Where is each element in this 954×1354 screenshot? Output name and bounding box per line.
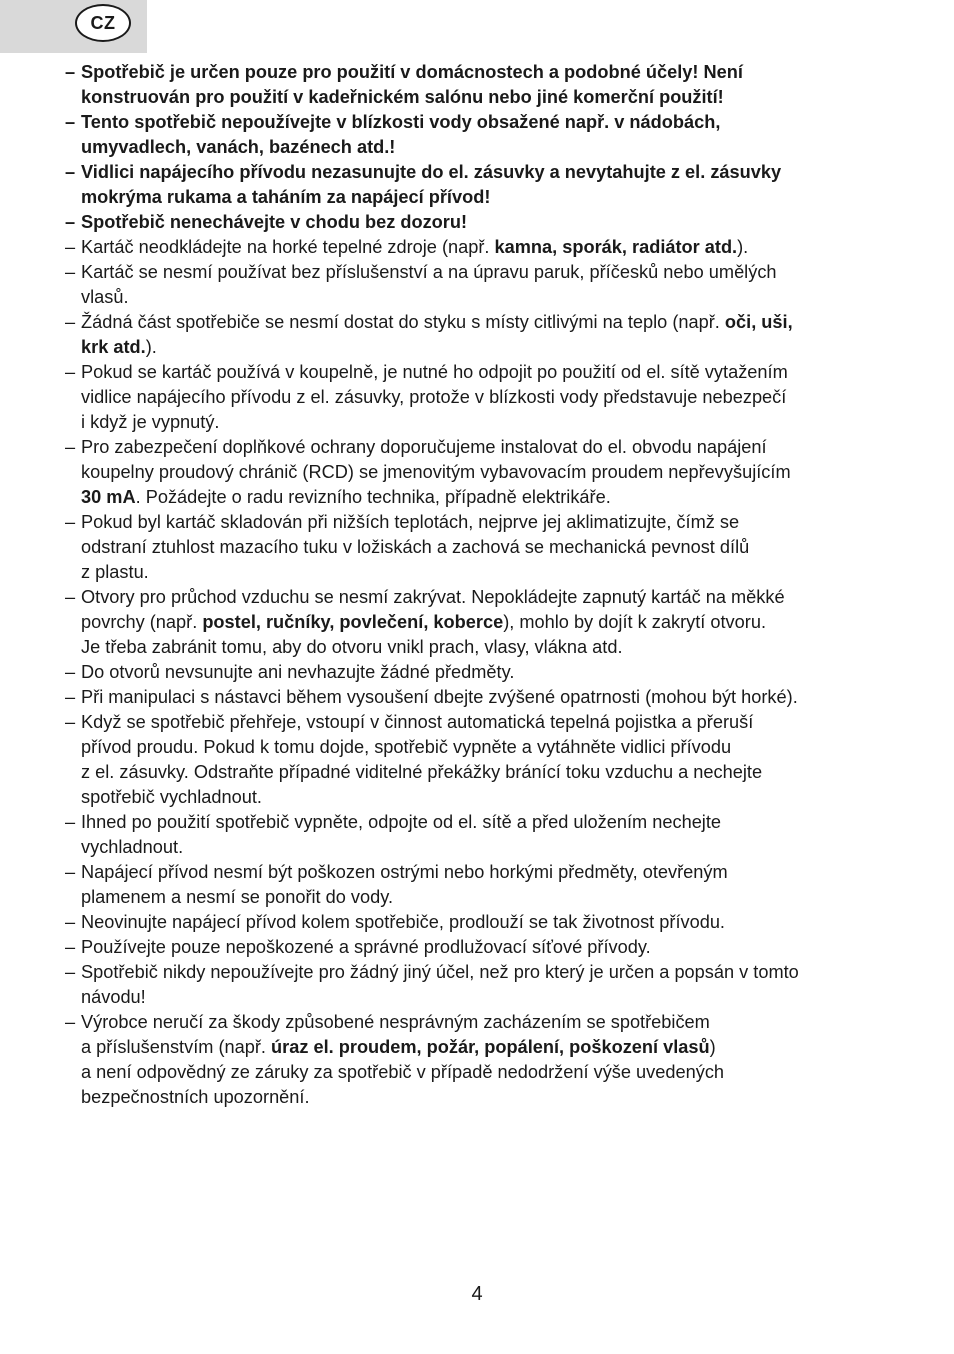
list-dash: – [65,112,76,132]
list-dash: – [65,812,76,832]
list-dash: – [65,587,76,607]
safety-instructions [65,60,895,1110]
list-item: – Kartáč neodkládejte na horké tepelné zdroje (např. kamna, sporák, radiátor atd.). [65,235,895,260]
list-item: – Otvory pro průchod vzduchu se nesmí zakrývat. Nepokládejte zapnutý kartáč na měkké povrchy (např. postel, ručníky, povlečení, koberce), mohlo by dojít k zakrytí otvoru. Je třeba zabránit tomu, aby do otvoru vnikl prach, vlasy, vlákna atd. [65,587,785,657]
list-dash: – [65,912,76,932]
bold-warning-item: – Vidlici napájecího přívodu nezasunujte do el. zásuvky a nevytahujte z el. zásuvky mokrýma rukama a taháním za napájecí přívod! [65,162,782,207]
list-item: – Napájecí přívod nesmí být poškozen ostrými nebo horkými předměty, otevřeným plamenem a nesmí se ponořit do vody. [65,862,728,907]
page-number: 4 [471,1283,483,1305]
list-item: – Pro zabezpečení doplňkové ochrany doporučujeme instalovat do el. obvodu napájení koupelny proudový chránič (RCD) se jmenovitým vybavovacím proudem nepřevyšujícím 30 mA. Požádejte o radu revizního technika, případně elektrikáře. [65,437,791,507]
list-dash: – [65,362,76,382]
list-dash: – [65,62,76,82]
list-item: – Používejte pouze nepoškozené a správné prodlužovací síťové přívody. [65,935,895,960]
language-badge [75,4,131,42]
list-dash: – [65,862,76,882]
list-dash: – [65,212,76,232]
list-item: – Žádná část spotřebiče se nesmí dostat do styku s místy citlivými na teplo (např. oči, uši, krk atd.). [65,312,793,357]
list-item: – Neovinujte napájecí přívod kolem spotřebiče, prodlouží se tak životnost přívodu. [65,910,895,935]
list-dash: – [65,512,76,532]
list-dash: – [65,962,76,982]
bold-warning-item: – Spotřebič nenechávejte v chodu bez dozoru! [65,210,895,235]
list-dash: – [65,437,76,457]
list-item: – Když se spotřebič přehřeje, vstoupí v činnost automatická tepelná pojistka a přeruší přívod proudu. Pokud k tomu dojde, spotřebič vypněte a vytáhněte vidlici přívodu z el. zásuvky. Odstraňte případné viditelné překážky bránící toku vzduchu a nechejte spotřebič vychladnout. [65,712,763,807]
list-dash: – [65,262,76,282]
bold-warning-item: – Spotřebič je určen pouze pro použití v domácnostech a podobné účely! Není konstruován pro použití v kadeřnickém salónu nebo jiné komerční použití! [65,62,743,107]
list-dash: – [65,237,76,257]
list-item: – Výrobce neručí za škody způsobené nesprávným zacházením se spotřebičem a příslušenstvím (např. úraz el. proudem, požár, popálení, poškození vlasů) a není odpovědný ze záruky za spotřebič v případě nedodržení výše uvedených bezpečnostních upozornění. [65,1012,725,1107]
list-item: – Do otvorů nevsunujte ani nevhazujte žádné předměty. [65,660,895,685]
list-dash: – [65,687,76,707]
list-item: – Ihned po použití spotřebič vypněte, odpojte od el. sítě a před uložením nechejte vychladnout. [65,812,722,857]
list-dash: – [65,1012,76,1032]
list-item: – Pokud se kartáč používá v koupelně, je nutné ho odpojit po použití od el. sítě vytažením vidlice napájecího přívodu z el. zásuvky, protože v blízkosti vody představuje nebezpečí i když je vypnutý. [65,362,788,432]
list-item: – Při manipulaci s nástavci během vysoušení dbejte zvýšené opatrnosti (mohou být horké). [65,685,895,710]
list-item: – Kartáč se nesmí používat bez příslušenství a na úpravu paruk, příčesků nebo umělých vlasů. [65,262,777,307]
list-dash: – [65,312,76,332]
list-dash: – [65,712,76,732]
list-dash: – [65,662,76,682]
list-dash: – [65,937,76,957]
list-item: – Pokud byl kartáč skladován při nižších teplotách, nejprve jej aklimatizujte, čímž se odstraní ztuhlost mazacího tuku v ložiskách a zachová se mechanická pevnost dílů z plastu. [65,512,750,582]
list-dash: – [65,162,76,182]
language-code: CZ [90,12,116,33]
list-item: – Spotřebič nikdy nepoužívejte pro žádný jiný účel, než pro který je určen a popsán v tomto návodu! [65,962,799,1007]
bold-warning-item: – Tento spotřebič nepoužívejte v blízkosti vody obsažené např. v nádobách, umyvadlech, vanách, bazénech atd.! [65,112,721,157]
